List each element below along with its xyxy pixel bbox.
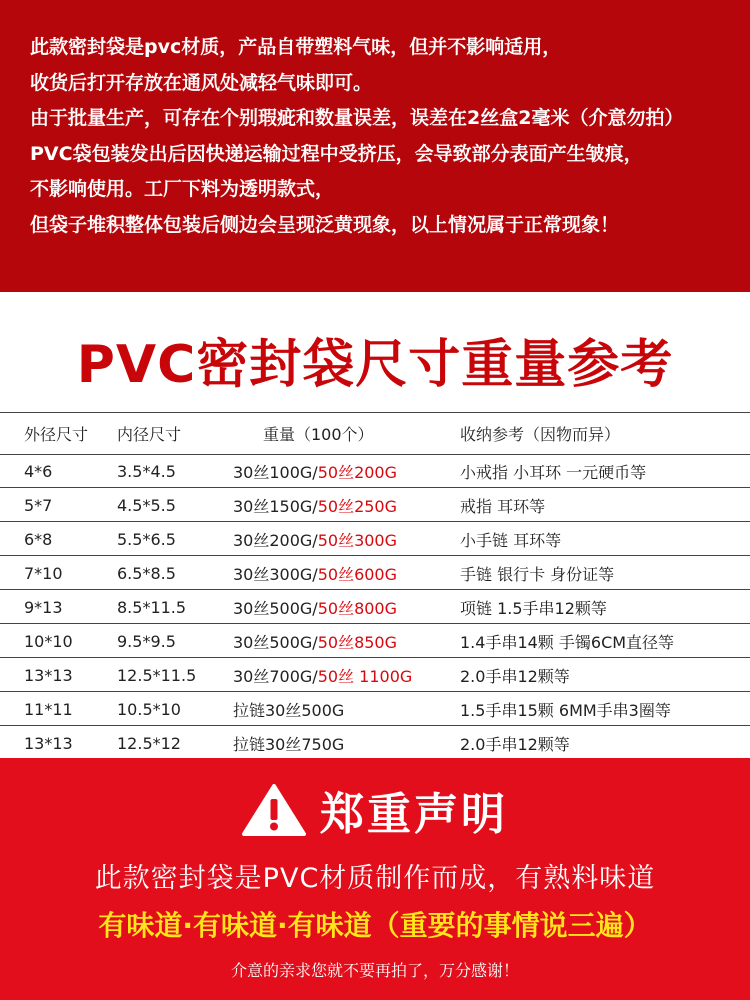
notice-line: 此款密封袋是pvc材质，产品自带塑料气味，但并不影响适用，: [30, 36, 562, 58]
table-row: [0, 557, 750, 590]
statement-smell-warning: 有味道·有味道·有味道（重要的事情说三遍）: [98, 909, 652, 942]
weight-50-text: 50丝600G: [317, 564, 398, 584]
weight-30-text: 30丝700G/: [233, 666, 318, 686]
table-row: [0, 455, 750, 488]
header-inner-size: 内径尺寸: [117, 425, 182, 444]
storage-cell: 1.5手串15颗 6MM手串3圈等: [460, 700, 671, 720]
weight-cell: [233, 625, 397, 657]
weight-cell: [233, 659, 412, 691]
weight-50-text: 50丝 1100G: [317, 666, 413, 686]
storage-cell: 1.4手串14颗 手镯6CM直径等: [460, 632, 675, 652]
weight-cell: [233, 557, 397, 589]
title-section: [0, 292, 750, 412]
weight-30-text: 30丝500G/: [233, 598, 318, 618]
weight-50-text: 50丝800G: [317, 598, 398, 618]
weight-50-text: 50丝250G: [317, 496, 398, 516]
warning-icon: [242, 783, 306, 837]
notice-line: 由于批量生产，可存在个别瑕疵和数量误差，误差在2丝盒2毫米（介意勿拍）: [30, 107, 684, 129]
notice-line: 收货后打开存放在通风处减轻气味即可。: [30, 71, 373, 94]
inner-size-cell: 10.5*10: [117, 699, 181, 719]
storage-cell: 小手链 耳环等: [460, 530, 562, 550]
inner-size-cell: 12.5*11.5: [117, 665, 197, 685]
header-outer-size: 外径尺寸: [24, 425, 89, 444]
statement-material-text: 此款密封袋是PVC材质制作而成，有熟料味道: [94, 863, 656, 894]
weight-cell: [233, 455, 397, 487]
outer-size-cell: 13*13: [24, 734, 73, 753]
table-row: [0, 625, 750, 658]
table-row: [0, 727, 750, 760]
outer-size-cell: 4*6: [24, 461, 53, 481]
outer-size-cell: 9*13: [24, 597, 63, 617]
weight-cell: 拉链30丝500G: [233, 700, 345, 720]
table-row: [0, 523, 750, 556]
weight-cell: [233, 489, 397, 521]
notice-line: 不影响使用。工厂下料为透明款式，: [30, 178, 335, 200]
notice-line: PVC袋包装发出后因快递运输过程中受挤压，会导致部分表面产生皱痕，: [30, 142, 643, 165]
storage-cell: 2.0手串12颗等: [460, 735, 570, 754]
inner-size-cell: 5.5*6.5: [117, 529, 176, 549]
outer-size-cell: 13*13: [24, 665, 73, 685]
header-storage: 收纳参考（因物而异）: [460, 425, 621, 444]
weight-30-text: 30丝500G/: [233, 632, 318, 652]
weight-cell: 拉链30丝750G: [233, 735, 345, 754]
statement-heading: [0, 780, 750, 840]
weight-30-text: 30丝200G/: [233, 530, 318, 550]
inner-size-cell: 4.5*5.5: [117, 495, 176, 515]
inner-size-cell: 6.5*8.5: [117, 563, 176, 583]
outer-size-cell: 11*11: [24, 699, 73, 719]
weight-50-text: 50丝300G: [317, 530, 398, 550]
outer-size-cell: 5*7: [24, 495, 53, 515]
inner-size-cell: 9.5*9.5: [117, 631, 176, 651]
table-row: [0, 659, 750, 692]
notice-line: 但袋子堆积整体包装后侧边会呈现泛黄现象，以上情况属于正常现象！: [30, 213, 620, 236]
storage-cell: 项链 1.5手串12颗等: [460, 598, 607, 618]
weight-cell: [233, 591, 397, 623]
outer-size-cell: 7*10: [24, 563, 63, 583]
statement-thanks-text: 介意的亲求您就不要再拍了，万分感谢！: [230, 961, 519, 980]
storage-cell: 手链 银行卡 身份证等: [460, 564, 615, 584]
table-row: [0, 489, 750, 522]
inner-size-cell: 8.5*11.5: [117, 597, 187, 617]
table-header-row: [0, 413, 750, 455]
statement-panel: [0, 758, 750, 1000]
weight-50-text: 50丝850G: [317, 632, 398, 652]
weight-30-text: 30丝300G/: [233, 564, 318, 584]
storage-cell: 2.0手串12颗等: [460, 666, 570, 686]
outer-size-cell: 10*10: [24, 631, 73, 651]
storage-cell: 戒指 耳环等: [460, 496, 546, 516]
weight-50-text: 50丝200G: [317, 462, 398, 482]
statement-title: 郑重声明: [320, 789, 508, 840]
weight-30-text: 30丝150G/: [233, 496, 318, 516]
outer-size-cell: 6*8: [24, 529, 53, 549]
inner-size-cell: 12.5*12: [117, 734, 181, 753]
weight-cell: [233, 523, 397, 555]
size-weight-table: [0, 412, 750, 758]
notice-panel: [0, 0, 750, 292]
page-title: PVC密封袋尺寸重量参考: [76, 335, 674, 395]
table-row: [0, 693, 750, 726]
inner-size-cell: 3.5*4.5: [117, 461, 176, 481]
header-weight: 重量（100个）: [263, 425, 374, 444]
weight-30-text: 30丝100G/: [233, 462, 318, 482]
table-row: [0, 591, 750, 624]
storage-cell: 小戒指 小耳环 一元硬币等: [460, 462, 647, 482]
